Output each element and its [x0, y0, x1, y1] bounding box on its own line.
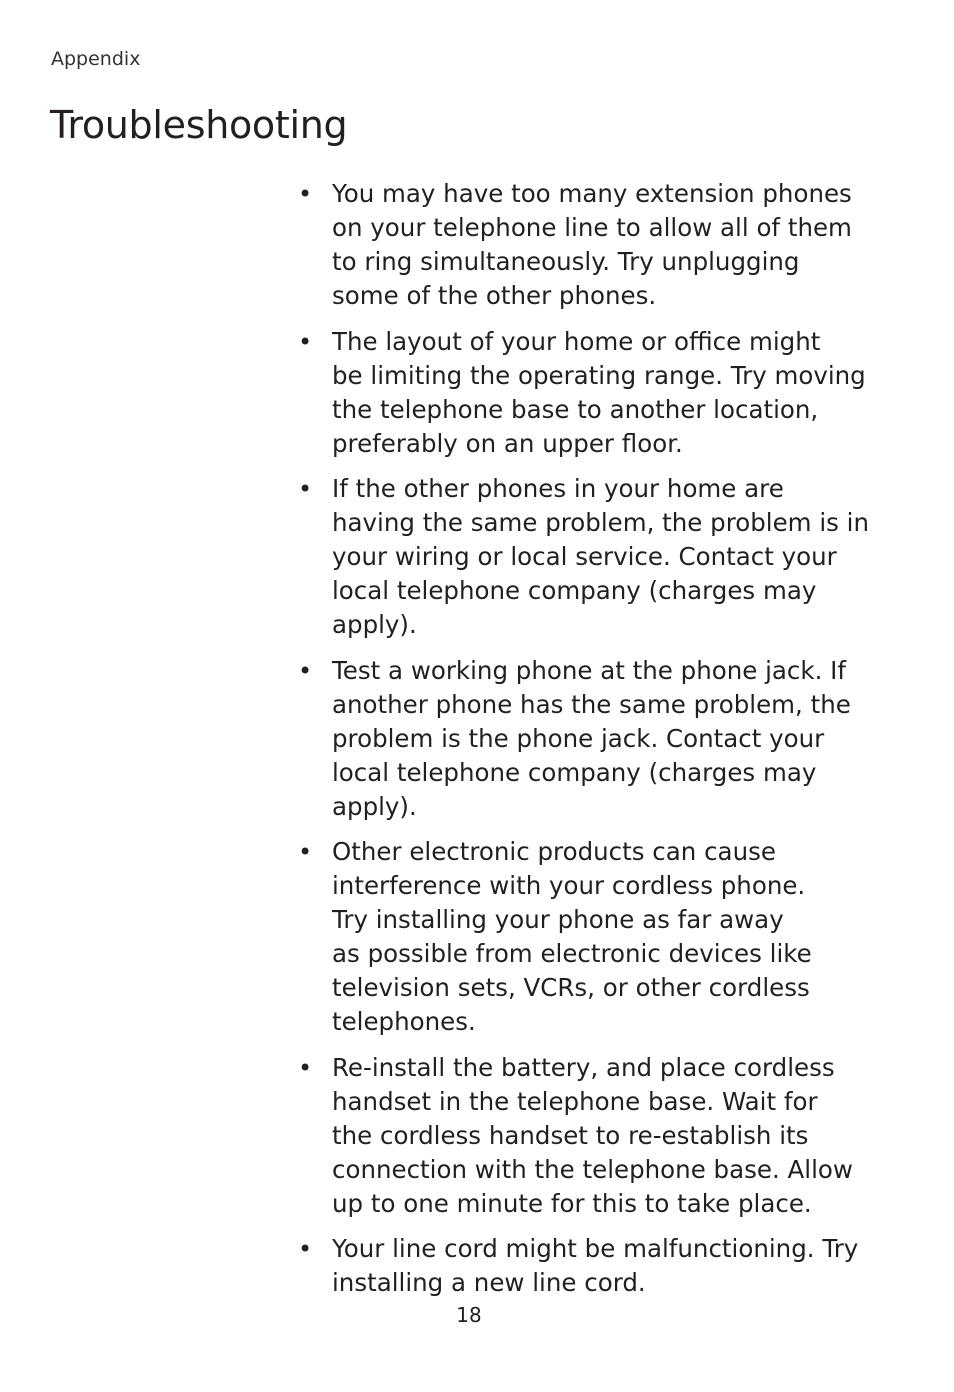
bullet-icon: • — [298, 327, 313, 356]
list-item — [298, 835, 898, 1039]
list-item — [298, 1051, 898, 1221]
bullet-line: preferably on an upper floor. — [332, 428, 683, 458]
bullet-line: the cordless handset to re-establish its — [332, 1120, 809, 1150]
list-item — [298, 325, 898, 461]
bullet-line: to ring simultaneously. Try unplugging — [332, 247, 800, 276]
bullet-line: The layout of your home or office might — [332, 326, 821, 356]
bullet-line: local telephone company (charges may — [332, 576, 817, 605]
list-item — [298, 472, 898, 642]
bullet-line: problem is the phone jack. Contact your — [332, 723, 825, 753]
bullet-icon: • — [298, 1053, 313, 1082]
bullet-line: on your telephone line to allow all of them — [332, 213, 852, 242]
bullet-icon: • — [298, 180, 313, 208]
bullet-icon: • — [298, 838, 313, 866]
bullet-line: handset in the telephone base. Wait for — [332, 1086, 818, 1116]
bullet-line: some of the other phones. — [332, 281, 657, 310]
bullet-line: having the same problem, the problem is in — [332, 508, 870, 537]
bullet-line: Test a working phone at the phone jack. If — [332, 655, 847, 685]
bullet-icon: • — [298, 656, 313, 685]
bullet-text — [332, 835, 898, 1039]
bullet-line: telephones. — [332, 1007, 476, 1036]
troubleshooting-list — [298, 177, 898, 1312]
page-number: 18 — [456, 1303, 482, 1327]
bullet-text — [332, 654, 898, 824]
bullet-line: as possible from electronic devices like — [332, 939, 812, 968]
bullet-line: You may have too many extension phones — [332, 179, 852, 208]
bullet-line: apply). — [332, 610, 417, 639]
page-title: Troubleshooting — [50, 103, 348, 147]
bullet-text — [332, 325, 898, 461]
bullet-text — [332, 1232, 898, 1300]
bullet-text — [332, 472, 898, 642]
bullet-line: apply). — [332, 791, 417, 821]
bullet-icon: • — [298, 475, 313, 503]
bullet-text — [332, 1051, 898, 1221]
list-item — [298, 177, 898, 313]
bullet-line: interference with your cordless phone. — [332, 871, 806, 900]
bullet-line: Re-install the battery, and place cordless — [332, 1052, 835, 1082]
list-item — [298, 1232, 898, 1300]
bullet-line: television sets, VCRs, or other cordless — [332, 973, 810, 1002]
bullet-line: Try installing your phone as far away — [332, 905, 784, 934]
bullet-line: Other electronic products can cause — [332, 837, 776, 866]
bullet-line: Your line cord might be malfunctioning. Try — [332, 1234, 859, 1263]
list-item — [298, 654, 898, 824]
section-label: Appendix — [51, 48, 141, 70]
bullet-line: local telephone company (charges may — [332, 757, 817, 787]
bullet-line: another phone has the same problem, the — [332, 689, 851, 719]
bullet-line: connection with the telephone base. Allow — [332, 1154, 853, 1184]
bullet-line: If the other phones in your home are — [332, 474, 784, 503]
bullet-text — [332, 177, 898, 313]
bullet-line: up to one minute for this to take place. — [332, 1188, 812, 1218]
bullet-line: the telephone base to another location, — [332, 394, 819, 424]
bullet-line: be limiting the operating range. Try moving — [332, 360, 866, 390]
bullet-line: your wiring or local service. Contact your — [332, 542, 837, 571]
bullet-line: installing a new line cord. — [332, 1268, 646, 1297]
bullet-icon: • — [298, 1235, 313, 1263]
